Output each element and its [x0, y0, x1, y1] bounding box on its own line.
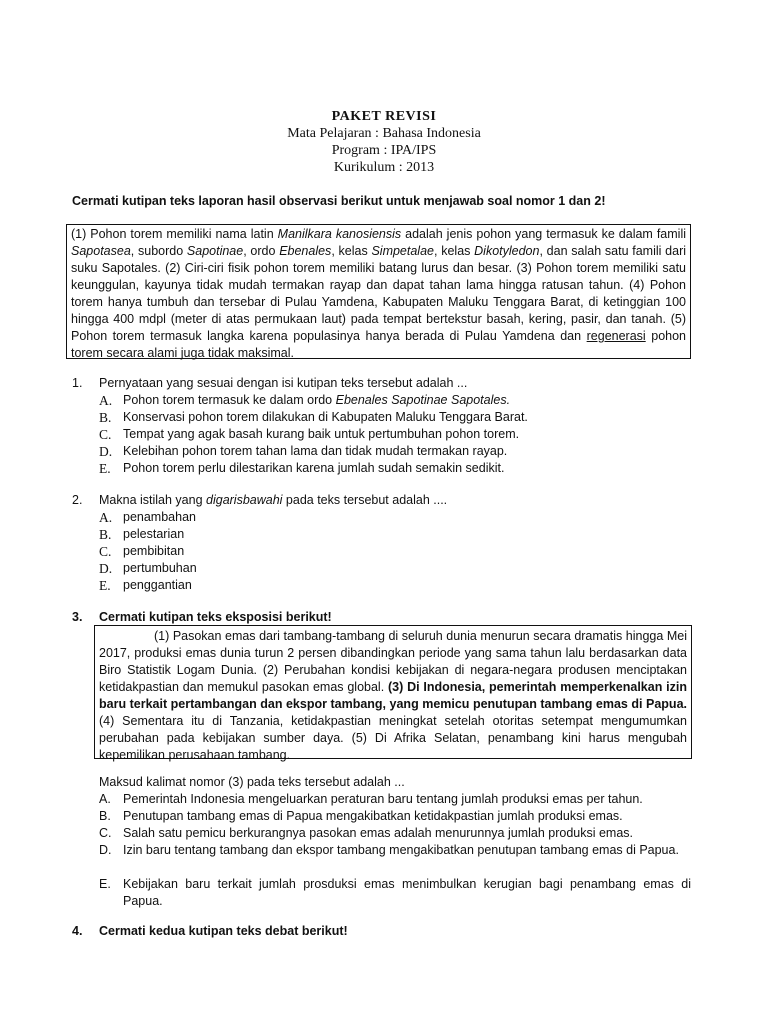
option-text: Konservasi pohon torem dilakukan di Kabupaten Maluku Tenggara Barat.	[123, 410, 528, 424]
question-number: 4.	[72, 924, 83, 938]
passage-text: (1) Pasokan emas dari tambang-tambang di seluruh dunia menurun secara dramatis hingga Mei 2017, produksi emas dunia turun 2 persen dibandingkan periode yang sama tahun lalu berdasarkan data Biro Statistik Logam Dunia. (2) Perubahan kondisi kebijakan di negara-negara produsen menciptakan ketidakpastian dan memukul pasokan emas global.	[99, 629, 687, 694]
underlined-term: regenerasi	[586, 329, 646, 343]
question-text-part: pada teks tersebut adalah ....	[282, 493, 448, 507]
document-header	[0, 108, 768, 176]
option-text: penambahan	[123, 510, 196, 524]
option-text: Pohon torem perlu dilestarikan karena jumlah sudah semakin sedikit.	[123, 461, 505, 475]
option-text: Penutupan tambang emas di Papua mengakibatkan ketidakpastian jumlah produksi emas.	[123, 809, 623, 823]
question-number: 2.	[72, 493, 83, 507]
passage-text: , subordo	[130, 244, 187, 258]
passage-text: adalah jenis pohon yang termasuk ke dalam famili	[401, 227, 687, 241]
option-text: penggantian	[123, 578, 192, 592]
question-4	[72, 923, 696, 940]
passage-class-name: Simpetalae	[371, 244, 434, 258]
question-3-options	[72, 791, 696, 911]
question-text: Cermati kutipan teks eksposisi berikut!	[99, 610, 332, 624]
option-text: Kelebihan pohon torem tahan lama dan tidak mudah termakan rayap.	[123, 444, 508, 458]
passage-suborder-name: Sapotinae	[186, 244, 244, 258]
question-3	[72, 609, 696, 626]
passage-text: pohon torem secara alami juga tidak maksimal.	[71, 329, 687, 360]
option-letter: A.	[99, 393, 113, 408]
question-number: 3.	[72, 610, 83, 624]
option-letter: D.	[99, 843, 112, 857]
option-letter: C.	[99, 544, 112, 559]
question-2	[72, 492, 696, 592]
option-text: pelestarian	[123, 527, 185, 541]
option-text: pembibitan	[123, 544, 185, 558]
passage-text: , ordo	[243, 244, 280, 258]
passage-family-name: Sapotasea	[71, 244, 131, 258]
subject-line: Mata Pelajaran : Bahasa Indonesia	[287, 126, 481, 141]
option-letter: A.	[99, 792, 111, 806]
question-number: 1.	[72, 376, 83, 390]
option-text-italic: Ebenales Sapotinae Sapotales.	[335, 393, 511, 407]
question-text	[99, 492, 695, 509]
option-letter: D.	[99, 444, 113, 459]
document-title: PAKET REVISI	[331, 109, 437, 124]
option-text: Salah satu pemicu berkurangnya pasokan emas adalah menurunnya jumlah produksi emas.	[123, 826, 634, 840]
passage-text: , kelas	[434, 244, 475, 258]
question-1	[72, 375, 696, 475]
option-text: Tempat yang agak basah kurang baik untuk pertumbuhan pohon torem.	[123, 427, 520, 441]
passage-text: , kelas	[331, 244, 372, 258]
option-letter: E.	[99, 578, 111, 593]
passage-text: (1) Pohon torem memiliki nama latin	[71, 227, 278, 241]
option-letter: B.	[99, 527, 112, 542]
passage-class-name: Dikotyledon	[474, 244, 540, 258]
curriculum-line: Kurikulum : 2013	[333, 160, 435, 175]
option-text: Pemerintah Indonesia mengeluarkan peraturan baru tentang jumlah produksi emas per tahun.	[123, 792, 643, 806]
passage-sentence-3: (3) Di Indonesia, pemerintah memperkenalkan izin baru terkait pertambangan dan ekspor tambang, yang memicu penutupan tambang emas di Papua.	[99, 680, 687, 711]
option-letter: E.	[99, 461, 111, 476]
observation-passage-box	[66, 224, 691, 359]
option-letter: B.	[99, 809, 111, 823]
question-text: Cermati kedua kutipan teks debat berikut!	[99, 924, 348, 938]
question-text-part: Makna istilah yang	[99, 493, 207, 507]
option-text: Izin baru tentang tambang dan ekspor tambang mengakibatkan penutupan tambang emas di Papua.	[123, 843, 679, 857]
question-text: Pernyataan yang sesuai dengan isi kutipan teks tersebut adalah ...	[99, 376, 468, 390]
option-letter: A.	[99, 510, 113, 525]
passage-text: (4) Sementara itu di Tanzania, ketidakpastian meningkat setelah otoritas setempat mengumumkan perubahan pada kebijakan sumber daya. (5) Di Afrika Selatan, penambang kini harus mengubah kepemilikan perusahaan tambang.	[99, 714, 687, 762]
passage-order-name: Ebenales	[279, 244, 332, 258]
exposition-passage-box	[94, 625, 692, 762]
option-text: pertumbuhan	[123, 561, 197, 575]
option-letter: B.	[99, 410, 112, 425]
option-letter: D.	[99, 561, 113, 576]
option-letter: C.	[99, 826, 112, 840]
instruction-text: Cermati kutipan teks laporan hasil observasi berikut untuk menjawab soal nomor 1 dan 2!	[72, 194, 606, 208]
passage-text: , dan salah satu famili dari suku Sapotales. (2) Ciri-ciri fisik pohon torem memiliki batang lurus dan besar. (3) Pohon torem memiliki satu keunggulan, kayunya tidak mudah termakan rayap dan dapat tahan lama hingga ratusan tahun. (4) Pohon torem hanya tumbuh dan tersebar di Pulau Yamdena, Kabupaten Maluku Tenggara Barat, di ketinggian 100 hingga 400 mdpl (meter di atas permukaan laut) pada tempat bertekstur basah, kering, pasir, dan tanah. (5) Pohon torem termasuk langka karena populasinya hanya berada di Pulau Yamdena dan	[71, 244, 687, 343]
question-text-italic: digarisbawahi	[206, 493, 283, 507]
option-letter: E.	[99, 877, 111, 891]
option-letter: C.	[99, 427, 112, 442]
program-line: Program : IPA/IPS	[331, 143, 437, 158]
question-3-prompt: Maksud kalimat nomor (3) pada teks tersebut adalah ...	[99, 775, 405, 789]
passage-latin-name: Manilkara kanosiensis	[277, 227, 402, 241]
option-text: Pohon torem termasuk ke dalam ordo	[123, 393, 336, 407]
option-text: Kebijakan baru terkait jumlah prosduksi emas menimbulkan kerugian bagi penambang emas di Papua.	[123, 877, 691, 908]
